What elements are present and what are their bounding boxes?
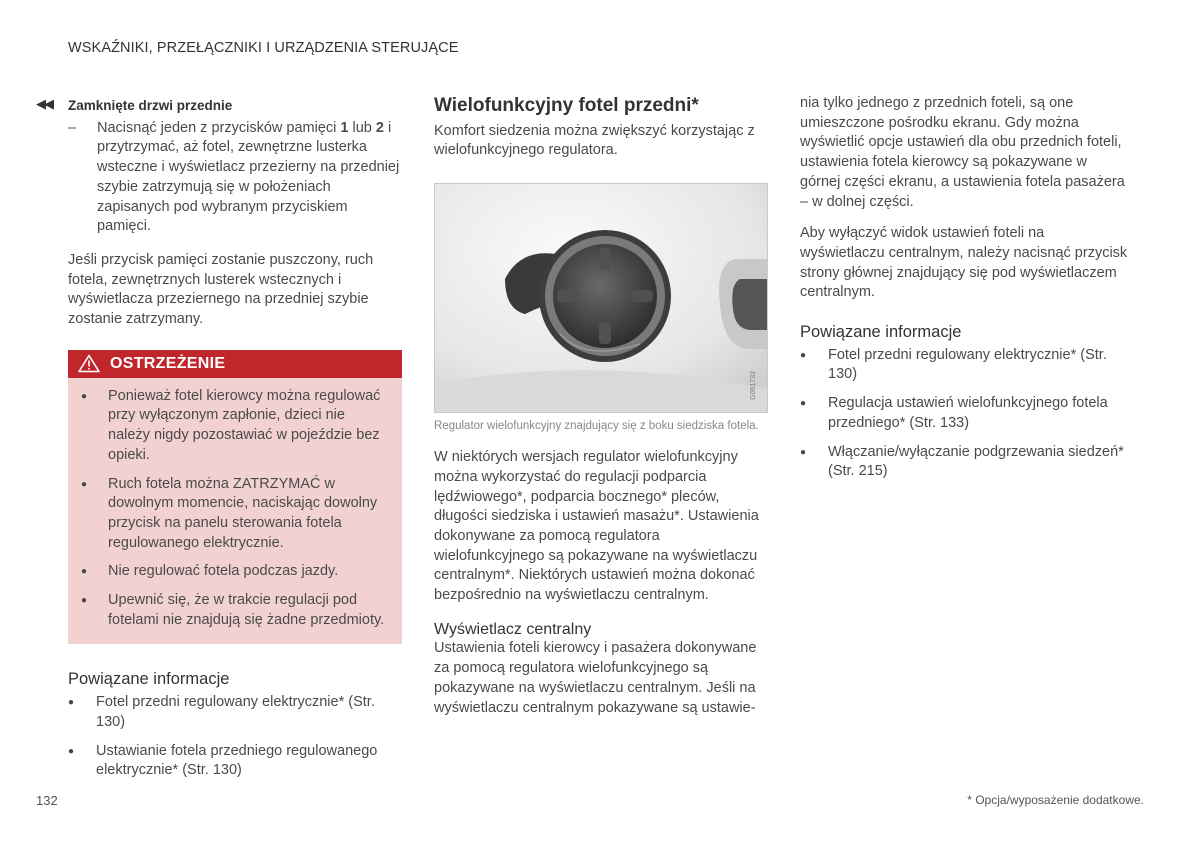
multifunction-paragraph: W niektórych wersjach regulator wielofunkcyjny można wykorzystać do regulacji podparcia lędźwiowego*, podparcia bocznego* pleców, długości siedziska i ustawień masażu*. Ustawienia dokonywane za pomocą regulatora wielofunkcyjnego są pokazywane na wyświetlaczu centralnym*. Niektórych ustawień można dokonać bezpośrednio na wyświetlaczu centralnym. <box>434 449 759 604</box>
disable-view-paragraph: Aby wyłączyć widok ustawień foteli na wyświetlaczu centralnym, należy nacisnąć przycisk strony głównej znajdujący się pod wyświetlaczem centralnym. <box>800 225 1128 301</box>
memory-button-1-label: 1 <box>340 119 349 136</box>
dash-marker: – <box>68 119 77 136</box>
memory-button-2-label: 2 <box>375 119 384 136</box>
warning-item: ● Ponieważ fotel kierowcy można regulować przy wyłączonym zapłonie, dzieci nie należy nigdy pozostawiać w pojeździe bez opieki. <box>68 387 402 466</box>
instruction-text-end: i przytrzymać, aż fotel, zewnętrzne lusterka wsteczne i wyświetlacz przezierny na przedniej szybie zatrzymują się w położeniach zapisanych pod wybranym przyciskiem pamięci. <box>97 119 400 235</box>
section-title-multifunction-seat: Wielofunkcyjny fotel przedni* <box>434 95 699 116</box>
warning-item: ● Ruch fotela można ZATRZYMAĆ w dowolnym momencie, naciskając dowolny przycisk na panelu sterowania fotela regulowanego elektrycznie. <box>68 475 402 554</box>
warning-item: ● Upewnić się, że w trakcie regulacji pod fotelami nie znajdują się żadne przedmioty. <box>68 591 402 630</box>
footnote: * Opcja/wyposażenie dodatkowe. <box>967 793 1144 807</box>
memory-release-paragraph: Jeśli przycisk pamięci zostanie puszczony, ruch fotela, zewnętrznych lusterek wstecznych i wyświetlacza przeziernego na przedniej szybie zostanie zatrzymany. <box>68 251 374 328</box>
intro-paragraph: Komfort siedzenia można zwiększyć korzystając z wielofunkcyjnego regulatora. <box>434 122 755 159</box>
warning-item: ● Nie regulować fotela podczas jazdy. <box>68 562 402 582</box>
column-right <box>800 94 1130 482</box>
warning-list <box>68 387 402 631</box>
related-link[interactable]: ● Fotel przedni regulowany elektrycznie* (Str. 130) <box>800 346 1130 385</box>
related-link[interactable]: ● Włączanie/wyłączanie podgrzewania siedzeń* (Str. 215) <box>800 443 1130 482</box>
warning-title: OSTRZEŻENIE <box>110 354 226 372</box>
subheading-closed-front-doors: Zamknięte drzwi przednie <box>68 98 233 113</box>
multifunction-control-image <box>434 183 768 413</box>
warning-triangle-icon <box>78 354 100 373</box>
related-info-list <box>800 346 1130 482</box>
related-info-heading: Powiązane informacje <box>800 323 962 342</box>
column-middle <box>434 96 768 718</box>
instruction-text-start: Nacisnąć jeden z przycisków pamięci <box>97 119 341 136</box>
image-code: G061732 <box>750 371 757 401</box>
seat-control-illustration <box>435 184 768 413</box>
page-header-title: WSKAŹNIKI, PRZEŁĄCZNIKI I URZĄDZENIA STERUJĄCE <box>68 40 459 56</box>
related-link[interactable]: ● Ustawianie fotela przedniego regulowanego elektrycznie* (Str. 130) <box>68 742 402 781</box>
related-info-heading: Powiązane informacje <box>68 670 230 689</box>
instruction-text-or: lub <box>348 119 376 136</box>
center-display-paragraph: Ustawienia foteli kierowcy i pasażera dokonywane za pomocą regulatora wielofunkcyjnego są pokazywane na wyświetlaczu centralnym. Jeśli na wyświetlaczu centralnym pokazywane są ustawie- <box>434 640 757 716</box>
warning-box <box>68 350 402 645</box>
warning-header <box>68 350 402 378</box>
column-left <box>36 96 402 781</box>
related-link[interactable]: ● Regulacja ustawień wielofunkcyjnego fotela przedniego* (Str. 133) <box>800 394 1130 433</box>
instruction-dash-item <box>68 119 402 237</box>
related-link[interactable]: ● Fotel przedni regulowany elektrycznie* (Str. 130) <box>68 693 402 732</box>
center-display-paragraph-cont: nia tylko jednego z przednich foteli, są one umieszczone pośrodku ekranu. Gdy można wyświetlić opcje ustawień dla obu przednich foteli, ustawienia fotela kierowcy są pokazywane w górnej części ekranu, a ustawienia fotela pasażera – w dolnej części. <box>800 95 1125 210</box>
image-caption: Regulator wielofunkcyjny znajdujący się z boku siedziska fotela. <box>434 420 759 433</box>
page-number: 132 <box>36 793 58 808</box>
continued-arrow-icon: ◀◀ <box>36 96 52 111</box>
related-info-list <box>68 693 402 781</box>
subheading-center-display: Wyświetlacz centralny <box>434 620 592 638</box>
